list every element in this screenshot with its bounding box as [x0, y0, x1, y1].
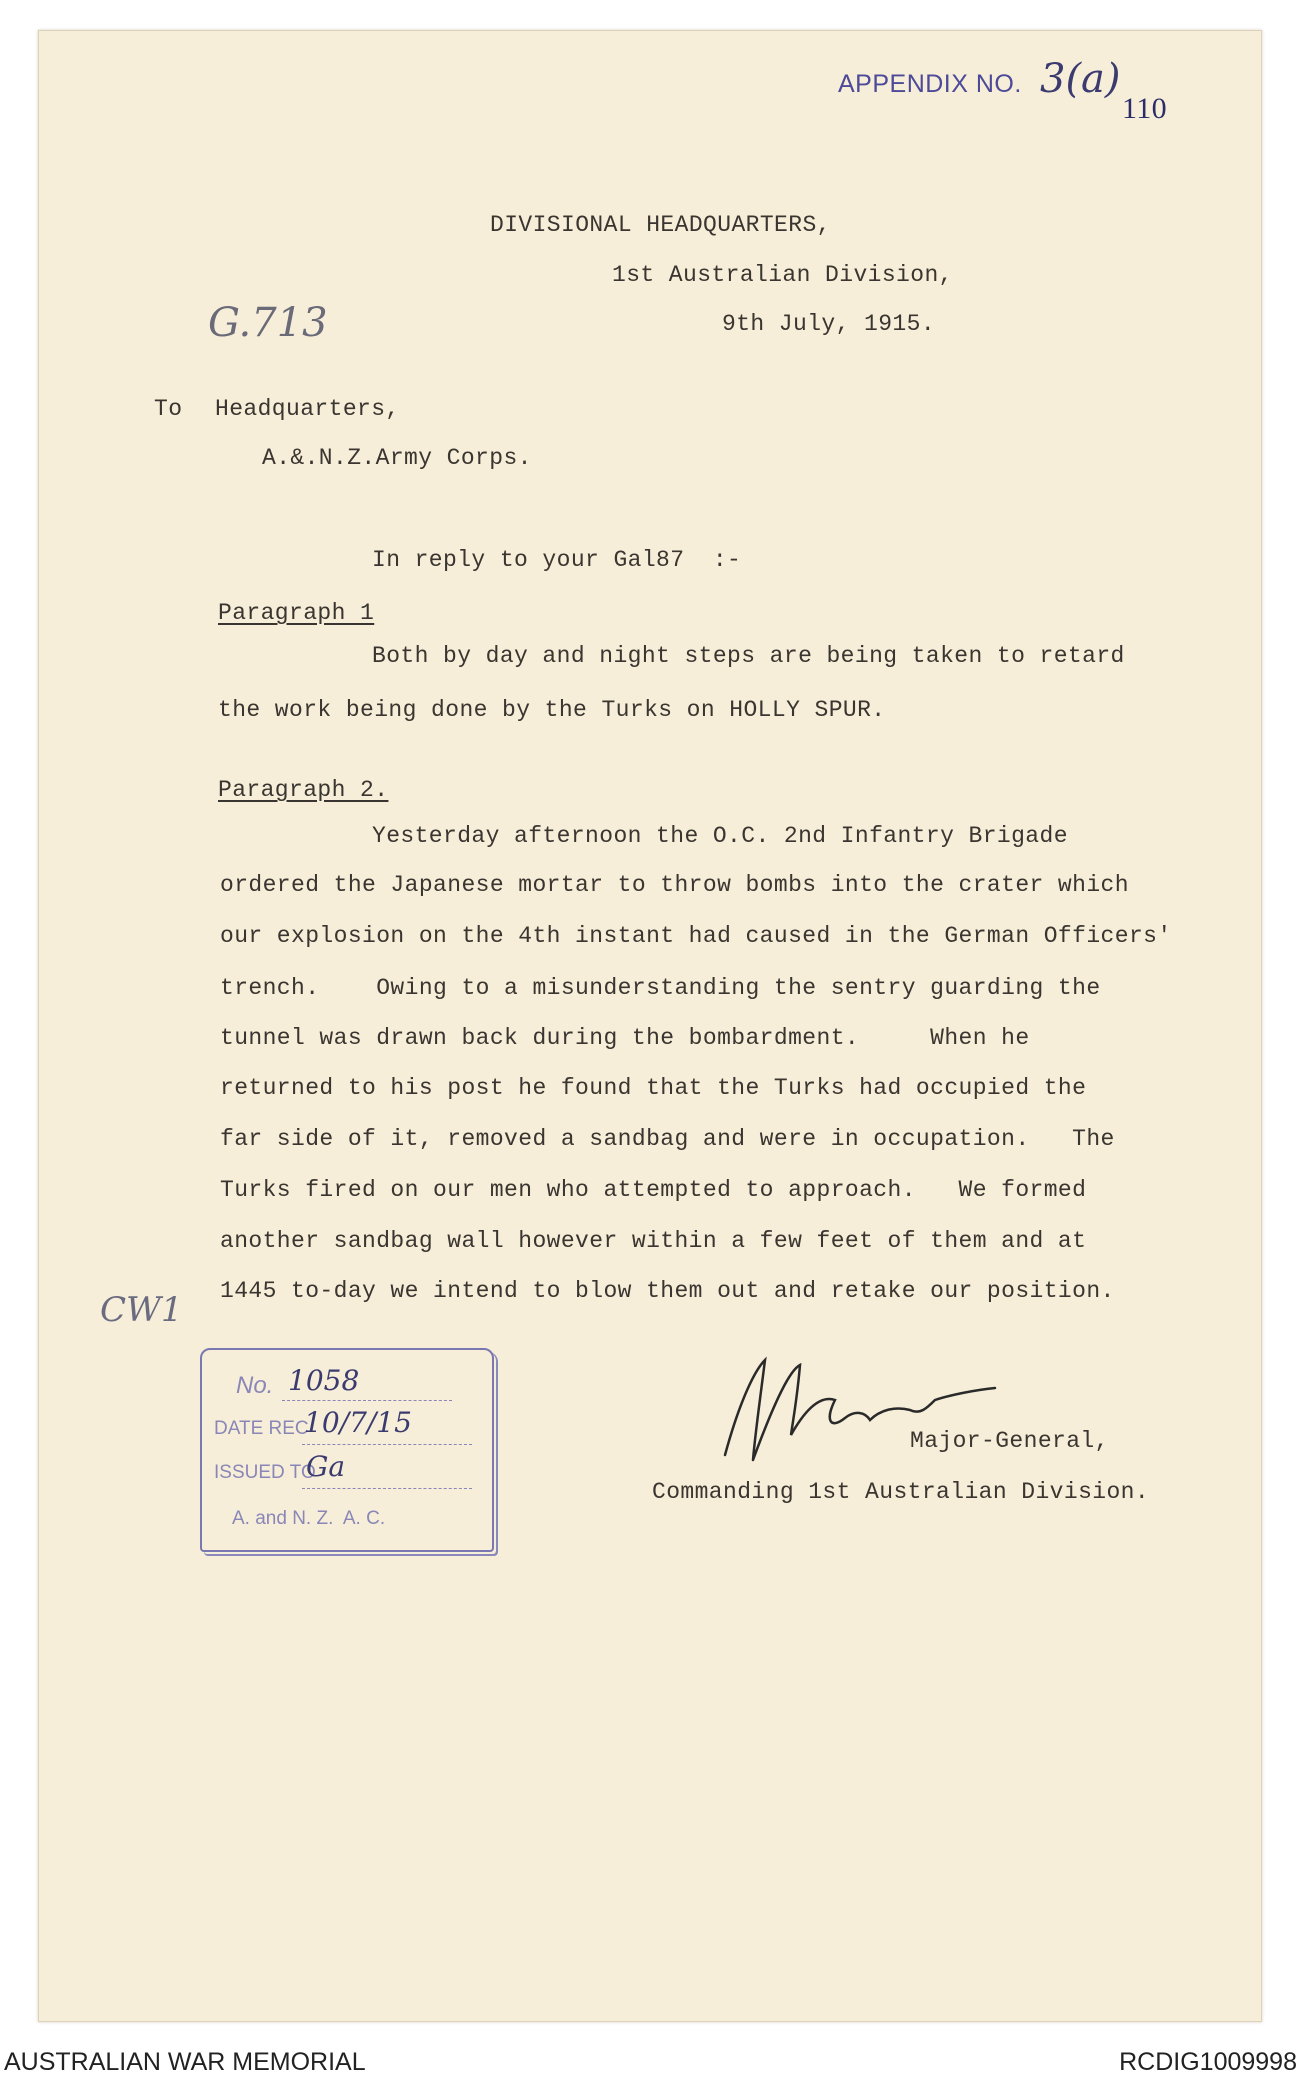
signature-rank: Major-General, — [910, 1428, 1109, 1454]
letterhead-line2: 1st Australian Division, — [612, 262, 953, 288]
appendix-stamp-label: APPENDIX NO. — [838, 70, 1022, 98]
address-line1: Headquarters, — [215, 396, 400, 422]
stamp-no-line — [282, 1400, 452, 1401]
address-line2: A.&.N.Z.Army Corps. — [262, 445, 532, 471]
paragraph1-heading: Paragraph 1 — [218, 600, 375, 626]
received-stamp — [200, 1348, 494, 1552]
paragraph1-line: the work being done by the Turks on HOLLY SPUR. — [218, 697, 886, 723]
letterhead-line1: DIVISIONAL HEADQUARTERS, — [490, 212, 831, 238]
paragraph2-line: Yesterday afternoon the O.C. 2nd Infantry Brigade — [372, 823, 1068, 849]
reply-line: In reply to your Gal87 :- — [372, 547, 742, 573]
paragraph2-line: another sandbag wall however within a few feet of them and at — [220, 1228, 1087, 1254]
stamp-unit: A. and N. Z. A. C. — [232, 1508, 386, 1529]
paragraph2-heading: Paragraph 2. — [218, 777, 389, 803]
address-to: To — [154, 396, 183, 422]
appendix-number: 3(a) — [1040, 56, 1121, 102]
file-mark: G.713 — [208, 300, 328, 346]
paragraph2-line: returned to his post he found that the Turks had occupied the — [220, 1075, 1087, 1101]
paragraph2-line: Turks fired on our men who attempted to approach. We formed — [220, 1177, 1087, 1203]
stamp-issued-line — [302, 1488, 472, 1489]
paragraph2-line: 1445 to-day we intend to blow them out and retake our position. — [220, 1278, 1115, 1304]
margin-initials: CW1 — [100, 1290, 183, 1330]
folio-number: 110 — [1122, 92, 1168, 125]
paragraph2-line: far side of it, removed a sandbag and were in occupation. The — [220, 1126, 1115, 1152]
stamp-date-value: 10/7/15 — [304, 1406, 412, 1439]
paragraph1-line: Both by day and night steps are being taken to retard — [372, 643, 1125, 669]
footer-institution: AUSTRALIAN WAR MEMORIAL — [4, 2048, 366, 2076]
letter-date: 9th July, 1915. — [722, 311, 936, 337]
signature-title: Commanding 1st Australian Division. — [652, 1479, 1150, 1505]
stamp-no-label: No. — [236, 1372, 274, 1399]
stamp-issued-label: ISSUED TO — [214, 1462, 316, 1483]
stamp-no-value: 1058 — [288, 1364, 360, 1397]
paragraph2-line: ordered the Japanese mortar to throw bombs into the crater which — [220, 872, 1129, 898]
stamp-date-label: DATE REC — [214, 1418, 309, 1439]
paragraph2-line: trench. Owing to a misunderstanding the sentry guarding the — [220, 975, 1101, 1001]
stamp-issued-value: Ga — [306, 1450, 346, 1483]
paragraph2-line: tunnel was drawn back during the bombardment. When he — [220, 1025, 1030, 1051]
footer-identifier: RCDIG1009998 — [1119, 2048, 1297, 2076]
paragraph2-line: our explosion on the 4th instant had caused in the German Officers' — [220, 923, 1172, 949]
stamp-date-line — [302, 1444, 472, 1445]
